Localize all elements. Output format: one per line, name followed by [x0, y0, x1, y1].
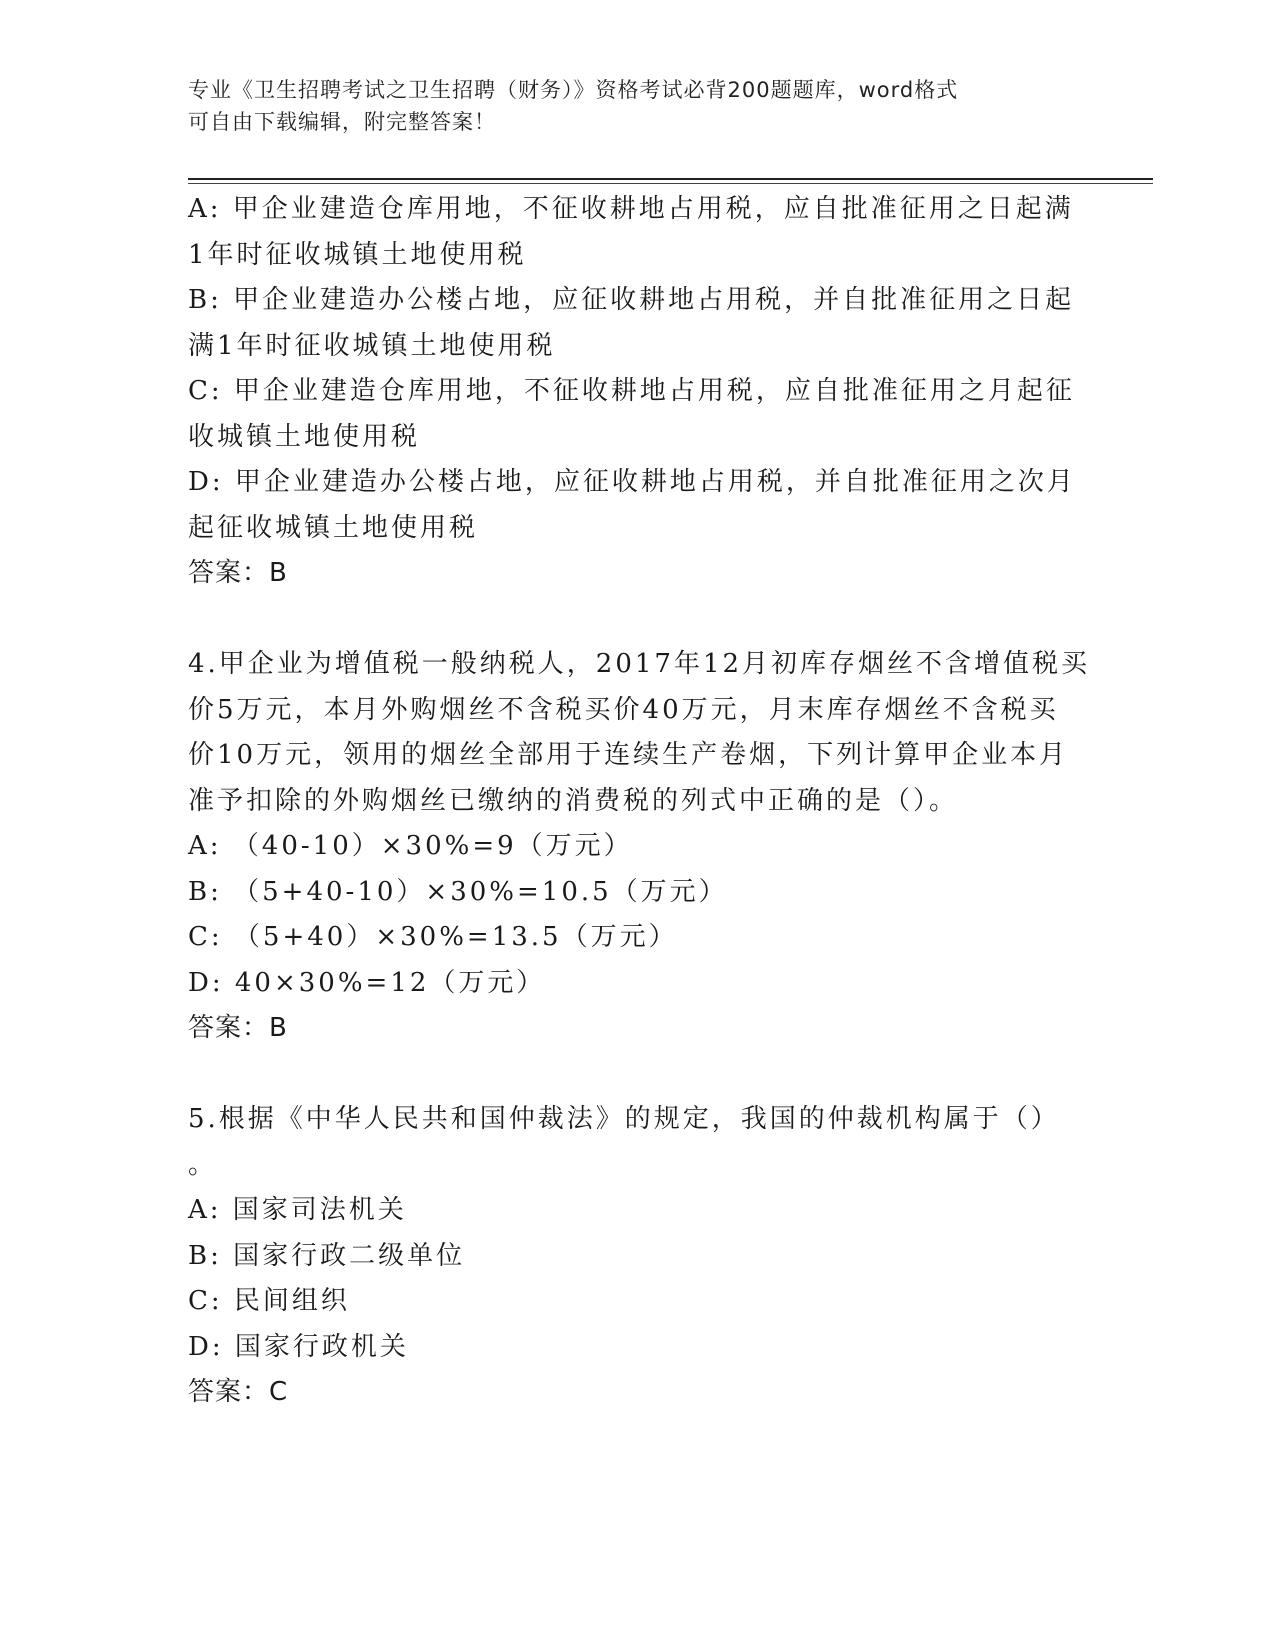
option-c-line-1: C: 甲企业建造仓库用地，不征收耕地占用税，应自批准征用之月起征 [188, 376, 1075, 406]
header-divider-thin [188, 183, 1153, 184]
option-b-line-2: 满1年时征收城镇土地使用税 [188, 330, 556, 361]
spacer [188, 597, 1078, 643]
question-stem-line-2: 。 [188, 1149, 218, 1180]
question-stem-line-2: 价5万元，本月外购烟丝不含税买价40万元，月末库存烟丝不含税买 [188, 694, 1059, 725]
answer: 答案：B [188, 1013, 288, 1043]
option-c-line-2: 收城镇土地使用税 [188, 421, 421, 452]
option-a: A: （40-10）×30%=9（万元） [188, 831, 633, 861]
option-d-line-2: 起征收城镇土地使用税 [188, 512, 479, 543]
header-title-line-1: 专业《卫生招聘考试之卫生招聘（财务）》资格考试必背200题题库，word格式 [188, 78, 959, 102]
document-header [188, 74, 1068, 138]
option-a-line-1: A: 甲企业建造仓库用地，不征收耕地占用税，应自批准征用之日起满 [188, 194, 1074, 224]
option-a-line-2: 1年时征收城镇土地使用税 [188, 239, 527, 270]
spacer [188, 1052, 1078, 1098]
question-content [188, 187, 1091, 1416]
option-c: C: （5+40）×30%=13.5（万元） [188, 922, 678, 952]
question-4 [188, 642, 1091, 1052]
option-d: D: 40×30%=12（万元） [188, 967, 546, 998]
question-5 [188, 1097, 1078, 1416]
question-stem-line-4: 准予扣除的外购烟丝已缴纳的消费税的列式中正确的是（）。 [188, 785, 959, 816]
option-d: D: 国家行政机关 [188, 1331, 409, 1362]
header-divider-thick [188, 178, 1153, 180]
answer: 答案：B [188, 558, 288, 588]
option-b: B: （5+40-10）×30%=10.5（万元） [188, 876, 728, 907]
answer: 答案：C [188, 1377, 289, 1407]
option-d-line-1: D: 甲企业建造办公楼占地，应征收耕地占用税，并自批准征用之次月 [188, 467, 1076, 497]
option-a: A: 国家司法机关 [188, 1195, 407, 1225]
header-title-line-2: 可自由下载编辑，附完整答案！ [188, 110, 496, 134]
option-b-line-1: B: 甲企业建造办公楼占地，应征收耕地占用税，并自批准征用之日起 [188, 285, 1075, 315]
question-stem-line-3: 价10万元，领用的烟丝全部用于连续生产卷烟，下列计算甲企业本月 [188, 740, 1069, 770]
question-stem-line-1: 5.根据《中华人民共和国仲裁法》的规定，我国的仲裁机构属于（） [188, 1104, 1060, 1134]
option-b: B: 国家行政二级单位 [188, 1240, 466, 1271]
question-3 [188, 187, 1078, 597]
option-c: C: 民间组织 [188, 1286, 350, 1316]
question-stem-line-1: 4.甲企业为增值税一般纳税人，2017年12月初库存烟丝不含增值税买 [188, 649, 1091, 679]
